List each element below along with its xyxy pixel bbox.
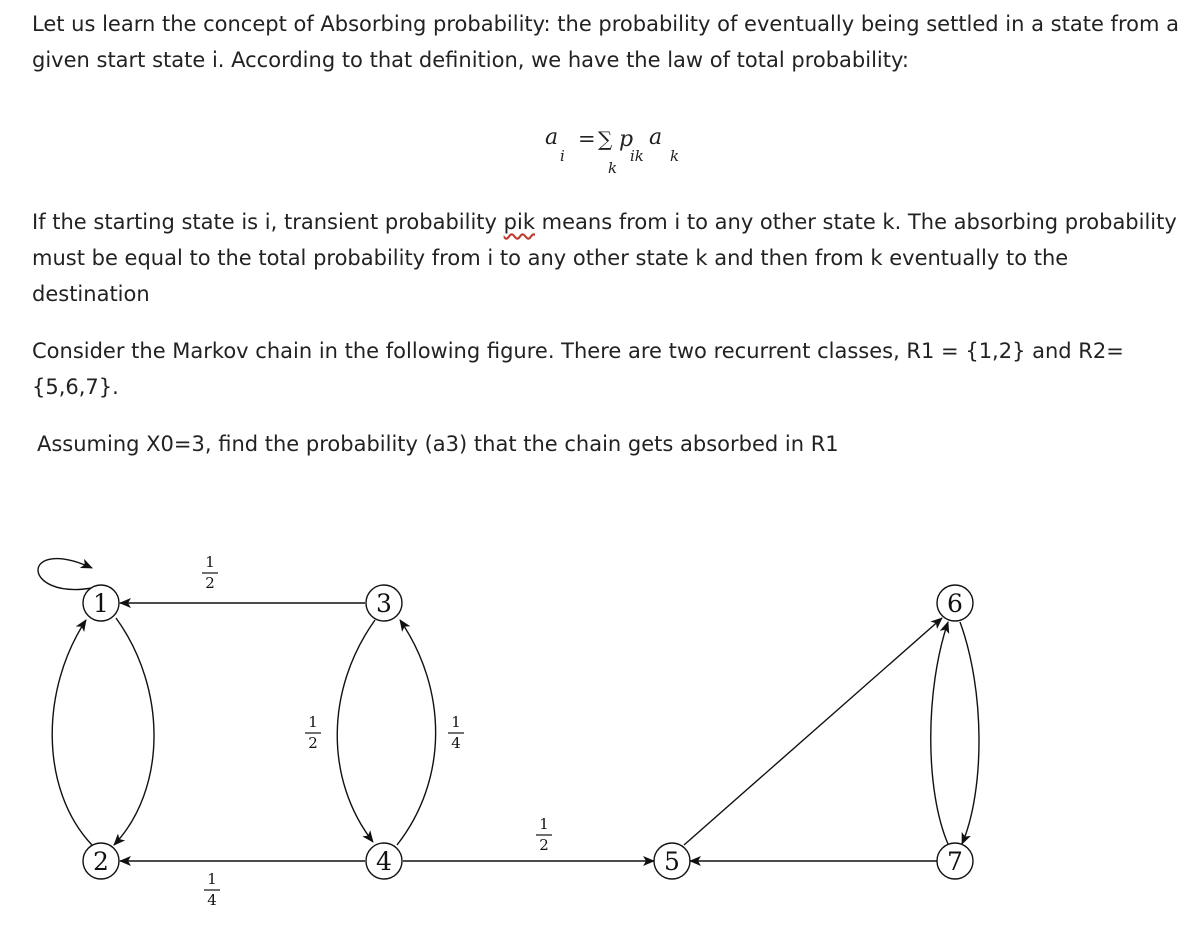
fraction-denominator: 2 xyxy=(205,574,215,592)
state-node-2 xyxy=(83,843,119,879)
formula-sum: ∑ xyxy=(598,127,613,151)
edge-7-to-6 xyxy=(931,622,948,844)
state-label-7: 7 xyxy=(947,847,963,876)
question-paragraph: Assuming X0=3, find the probability (a3) that the chain gets absorbed in R1 xyxy=(37,432,839,456)
formula-a: a xyxy=(649,125,663,150)
formula-p-sub: ik xyxy=(630,147,644,165)
formula-a-sub: k xyxy=(670,147,680,165)
fraction-denominator: 2 xyxy=(308,734,318,752)
state-label-4: 4 xyxy=(376,847,392,876)
consider-paragraph: Consider the Markov chain in the following figure. There are two recurrent classes, R1 = {1,2} and R2={5,6,7}. xyxy=(32,339,1124,399)
formula-lhs: a xyxy=(545,125,559,150)
edge-label-4-to-5 xyxy=(536,815,552,854)
edge-1-to-2 xyxy=(114,618,154,845)
edge-6-to-7 xyxy=(960,622,979,844)
fraction-numerator: 1 xyxy=(451,713,461,731)
edge-3-to-4 xyxy=(337,620,375,842)
state-label-1: 1 xyxy=(93,589,109,618)
fraction-numerator: 1 xyxy=(205,553,215,571)
edge-5-to-6 xyxy=(684,618,942,845)
fraction-denominator: 4 xyxy=(207,891,217,909)
fraction-denominator: 2 xyxy=(539,836,549,854)
state-node-3 xyxy=(366,585,402,621)
state-node-4 xyxy=(366,843,402,879)
formula-sum-index: k xyxy=(608,159,618,177)
intro-paragraph: Let us learn the concept of Absorbing probability: the probability of eventually being settled in a state from a given start state i. According to that definition, we have the law of total probability: xyxy=(32,12,1179,72)
transient-text-part2: means from i to any other state k. The absorbing probability must be equal to the total probability from i to any other state k and then from k eventually to the destination xyxy=(32,210,1177,306)
state-node-7 xyxy=(937,843,973,879)
transient-text-part1: If the starting state is i, transient probability xyxy=(32,210,504,234)
state-label-5: 5 xyxy=(664,847,680,876)
state-label-2: 2 xyxy=(93,847,109,876)
edge-1-self-loop xyxy=(38,559,92,590)
fraction-numerator: 1 xyxy=(539,815,549,833)
edge-label-4-to-2 xyxy=(204,870,220,909)
edge-label-3-to-1 xyxy=(202,553,218,592)
state-node-1 xyxy=(83,585,119,621)
edge-2-to-1 xyxy=(52,620,92,845)
pik-term: pik xyxy=(503,210,535,234)
fraction-denominator: 4 xyxy=(451,734,461,752)
formula-lhs-sub: i xyxy=(560,147,565,165)
state-label-6: 6 xyxy=(947,589,963,618)
state-node-5 xyxy=(654,843,690,879)
formula-equals: = xyxy=(578,127,596,151)
edge-label-4-to-3 xyxy=(448,713,464,752)
fraction-numerator: 1 xyxy=(207,870,217,888)
edge-label-3-to-4 xyxy=(305,713,321,752)
formula-p: p xyxy=(619,127,634,152)
state-label-3: 3 xyxy=(376,589,392,618)
state-node-6 xyxy=(937,585,973,621)
fraction-numerator: 1 xyxy=(308,713,318,731)
edge-4-to-3 xyxy=(397,620,436,845)
